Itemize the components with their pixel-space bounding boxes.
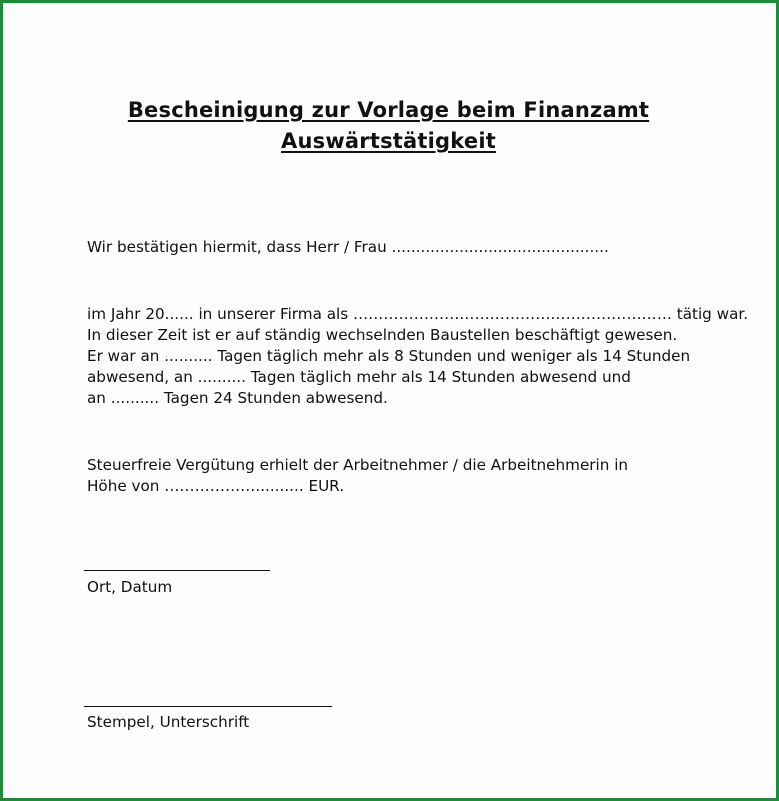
confirmation-line: Wir bestätigen hiermit, dass Herr / Frau ............................................. xyxy=(87,238,609,256)
stamp-signature-line xyxy=(84,706,332,707)
payment-line-1: Steuerfreie Vergütung erhielt der Arbeitnehmer / die Arbeitnehmerin in xyxy=(87,456,629,474)
body-line-3: Er war an .......... Tagen täglich mehr als 8 Stunden und weniger als 14 Stunden xyxy=(87,347,691,365)
body-line-4: abwesend, an .......... Tagen täglich mehr als 14 Stunden abwesend und xyxy=(87,368,631,386)
place-date-label: Ort, Datum xyxy=(87,578,173,596)
body-line-2: In dieser Zeit ist er auf ständig wechselnden Baustellen beschäftigt gewesen. xyxy=(87,326,678,344)
document-title: Bescheinigung zur Vorlage beim Finanzamt xyxy=(127,98,650,122)
body-line-5: an .......... Tagen 24 Stunden abwesend. xyxy=(87,389,388,407)
place-date-signature-line xyxy=(84,570,270,571)
payment-line-2: Höhe von ……………….......... EUR. xyxy=(87,477,345,495)
document-subtitle: Auswärtstätigkeit xyxy=(281,129,496,153)
body-line-1: im Jahr 20...... in unserer Firma als ……………………………………………………… tätig war. xyxy=(87,305,749,323)
stamp-signature-label: Stempel, Unterschrift xyxy=(87,713,250,731)
